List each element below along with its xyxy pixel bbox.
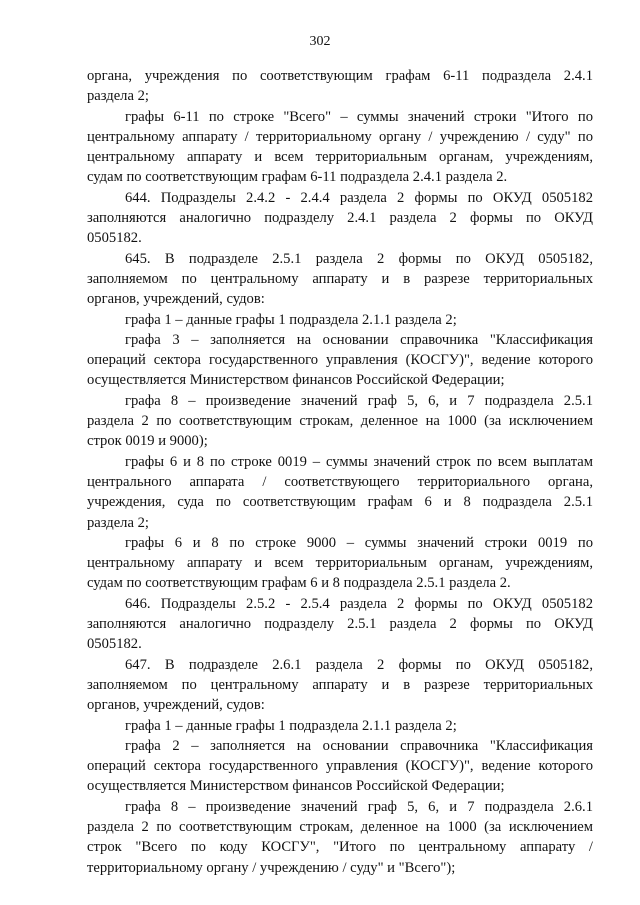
text-line: 0505182. [87,636,142,653]
text-line: 647. В подразделе 2.6.1 раздела 2 формы по ОКУД 0505182, [125,656,593,673]
text-line: центральному аппарату / территориальному органу / учреждению / суду" по [87,128,593,145]
text-line: раздела 2; [87,88,149,105]
text-line: строк 0019 и 9000); [87,433,208,450]
text-line: графы 6 и 8 по строке 9000 – суммы значений строки 0019 по [125,534,593,551]
text-line: 645. В подразделе 2.5.1 раздела 2 формы по ОКУД 0505182, [125,250,593,267]
text-line: органа, учреждения по соответствующим графам 6-11 подраздела 2.4.1 [87,68,593,84]
text-line: заполняемом по центральному аппарату и в разрезе территориальных [87,270,593,287]
text-line: 644. Подразделы 2.4.2 - 2.4.4 раздела 2 формы по ОКУД 0505182 [125,189,593,206]
text-line: учреждения, суда по соответствующим графам 6 и 8 подраздела 2.5.1 [87,494,593,511]
text-line: операций сектора государственного управления (КОСГУ)", ведение которого [87,758,593,775]
text-line: графа 1 – данные графы 1 подраздела 2.1.1 раздела 2; [125,311,457,328]
text-line: центрального аппарата / соответствующего территориального органа, [87,473,593,490]
page-number: 302 [309,34,331,49]
text-line: органов, учреждений, судов: [87,697,265,714]
text-line: 0505182. [87,230,142,247]
text-line: графа 8 – произведение значений граф 5, 6, и 7 подраздела 2.6.1 [125,798,593,815]
text-line: заполняются аналогично подразделу 2.4.1 раздела 2 формы по ОКУД [87,210,593,227]
text-line: заполняются аналогично подразделу 2.5.1 раздела 2 формы по ОКУД [87,616,593,633]
text-line: графы 6 и 8 по строке 0019 – суммы значений строк по всем выплатам [125,453,593,470]
text-line: раздела 2; [87,514,149,531]
text-line: 646. Подразделы 2.5.2 - 2.5.4 раздела 2 формы по ОКУД 0505182 [125,595,593,612]
text-line: раздела 2 по соответствующим строкам, деленное на 1000 (за исключением [87,818,593,835]
text-line: графа 2 – заполняется на основании справочника "Классификация [125,737,593,754]
text-line: заполняемом по центральному аппарату и в разрезе территориальных [87,676,593,693]
text-line: графы 6-11 по строке "Всего" – суммы значений строки "Итого по [125,108,593,125]
text-line: строк "Всего по коду КОСГУ", "Итого по центральному аппарату / [87,839,593,856]
text-line: графа 1 – данные графы 1 подраздела 2.1.1 раздела 2; [125,717,457,734]
text-line: органов, учреждений, судов: [87,291,265,308]
text-line: графа 8 – произведение значений граф 5, 6, и 7 подраздела 2.5.1 [125,392,593,409]
text-line: операций сектора государственного управления (КОСГУ)", ведение которого [87,352,593,369]
text-line: судам по соответствующим графам 6 и 8 подраздела 2.5.1 раздела 2. [87,575,511,592]
document-body [87,66,593,878]
text-line: графа 3 – заполняется на основании справочника "Классификация [125,331,593,348]
text-line: центральному аппарату и всем территориальным органам, учреждениям, [87,149,593,166]
text-line: судам по соответствующим графам 6-11 подраздела 2.4.1 раздела 2. [87,169,508,186]
text-line: территориальному органу / учреждению / суду" и "Всего"); [87,859,456,876]
text-line: раздела 2 по соответствующим строкам, деленное на 1000 (за исключением [87,413,593,430]
text-line: осуществляется Министерством финансов Российской Федерации; [87,372,505,389]
text-line: центральному аппарату и всем территориальным органам, учреждениям, [87,555,593,572]
text-line: осуществляется Министерством финансов Российской Федерации; [87,778,505,795]
